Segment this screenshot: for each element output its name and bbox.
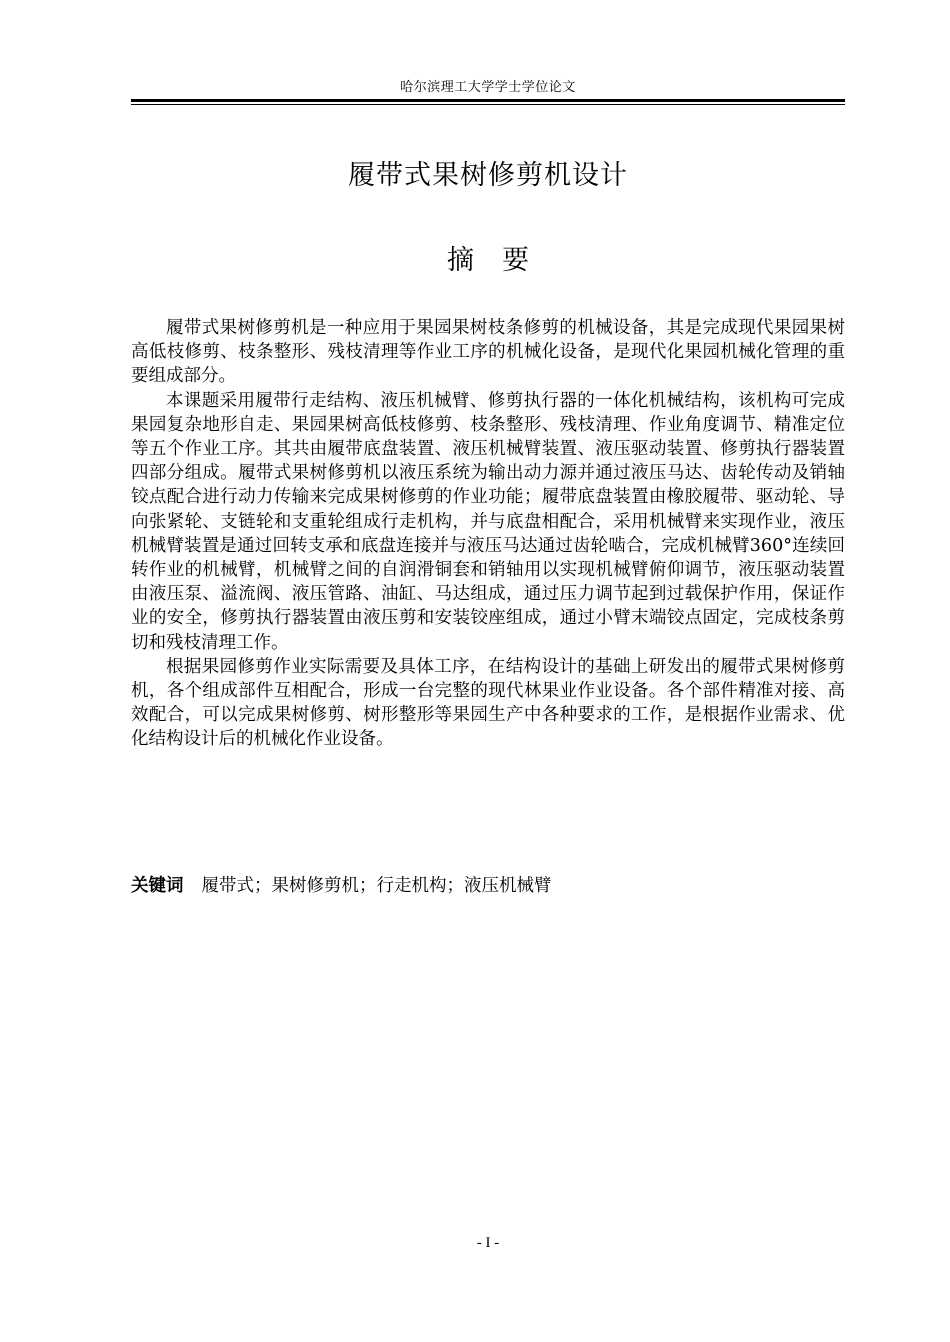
keywords-label: 关键词 bbox=[131, 876, 184, 896]
abstract-paragraph-3: 根据果园修剪作业实际需要及具体工序，在结构设计的基础上研发出的履带式果树修剪机，各个组成部件互相配合，形成一台完整的现代林果业作业设备。各个部件精准对接、高效配合，可以完成果树修剪、树形整形等果园生产中各种要求的工作，是根据作业需求、优化结构设计后的机械化作业设备。 bbox=[131, 656, 845, 750]
header-rule-thick bbox=[131, 99, 845, 102]
page-number: - I - bbox=[476, 1235, 500, 1251]
abstract-heading: 摘要 bbox=[447, 245, 557, 276]
abstract-body bbox=[131, 316, 845, 752]
keywords-line bbox=[131, 874, 845, 898]
thesis-title: 履带式果树修剪机设计 bbox=[348, 160, 628, 191]
keywords-text: 履带式；果树修剪机；行走机构；液压机械臂 bbox=[201, 876, 552, 896]
header-rule-thin bbox=[131, 104, 845, 105]
abstract-paragraph-1: 履带式果树修剪机是一种应用于果园果树枝条修剪的机械设备，其是完成现代果园果树高低枝修剪、枝条整形、残枝清理等作业工序的机械化设备，是现代化果园机械化管理的重要组成部分。 bbox=[131, 318, 845, 387]
abstract-paragraph-2: 本课题采用履带行走结构、液压机械臂、修剪执行器的一体化机械结构，该机构可完成果园复杂地形自走、果园果树高低枝修剪、枝条整形、残枝清理、作业角度调节、精准定位等五个作业工序。其共由履带底盘装置、液压机械臂装置、液压驱动装置、修剪执行器装置四部分组成。履带式果树修剪机以液压系统为输出动力源并通过液压马达、齿轮传动及销轴铰点配合进行动力传输来完成果树修剪的作业功能；履带底盘装置由橡胶履带、驱动轮、导向张紧轮、支链轮和支重轮组成行走机构，并与底盘相配合，采用机械臂来实现作业，液压机械臂装置是通过回转支承和底盘连接并与液压马达通过齿轮啮合，完成机械臂360°连续回转作业的机械臂，机械臂之间的自润滑铜套和销轴用以实现机械臂俯仰调节，液压驱动装置由液压泵、溢流阀、液压管路、油缸、马达组成，通过压力调节起到过载保护作用，保证作业的安全，修剪执行器装置由液压剪和安装铰座组成，通过小臂末端铰点固定，完成枝条剪切和残枝清理工作。 bbox=[131, 390, 845, 653]
running-header: 哈尔滨理工大学学士学位论文 bbox=[400, 80, 576, 95]
